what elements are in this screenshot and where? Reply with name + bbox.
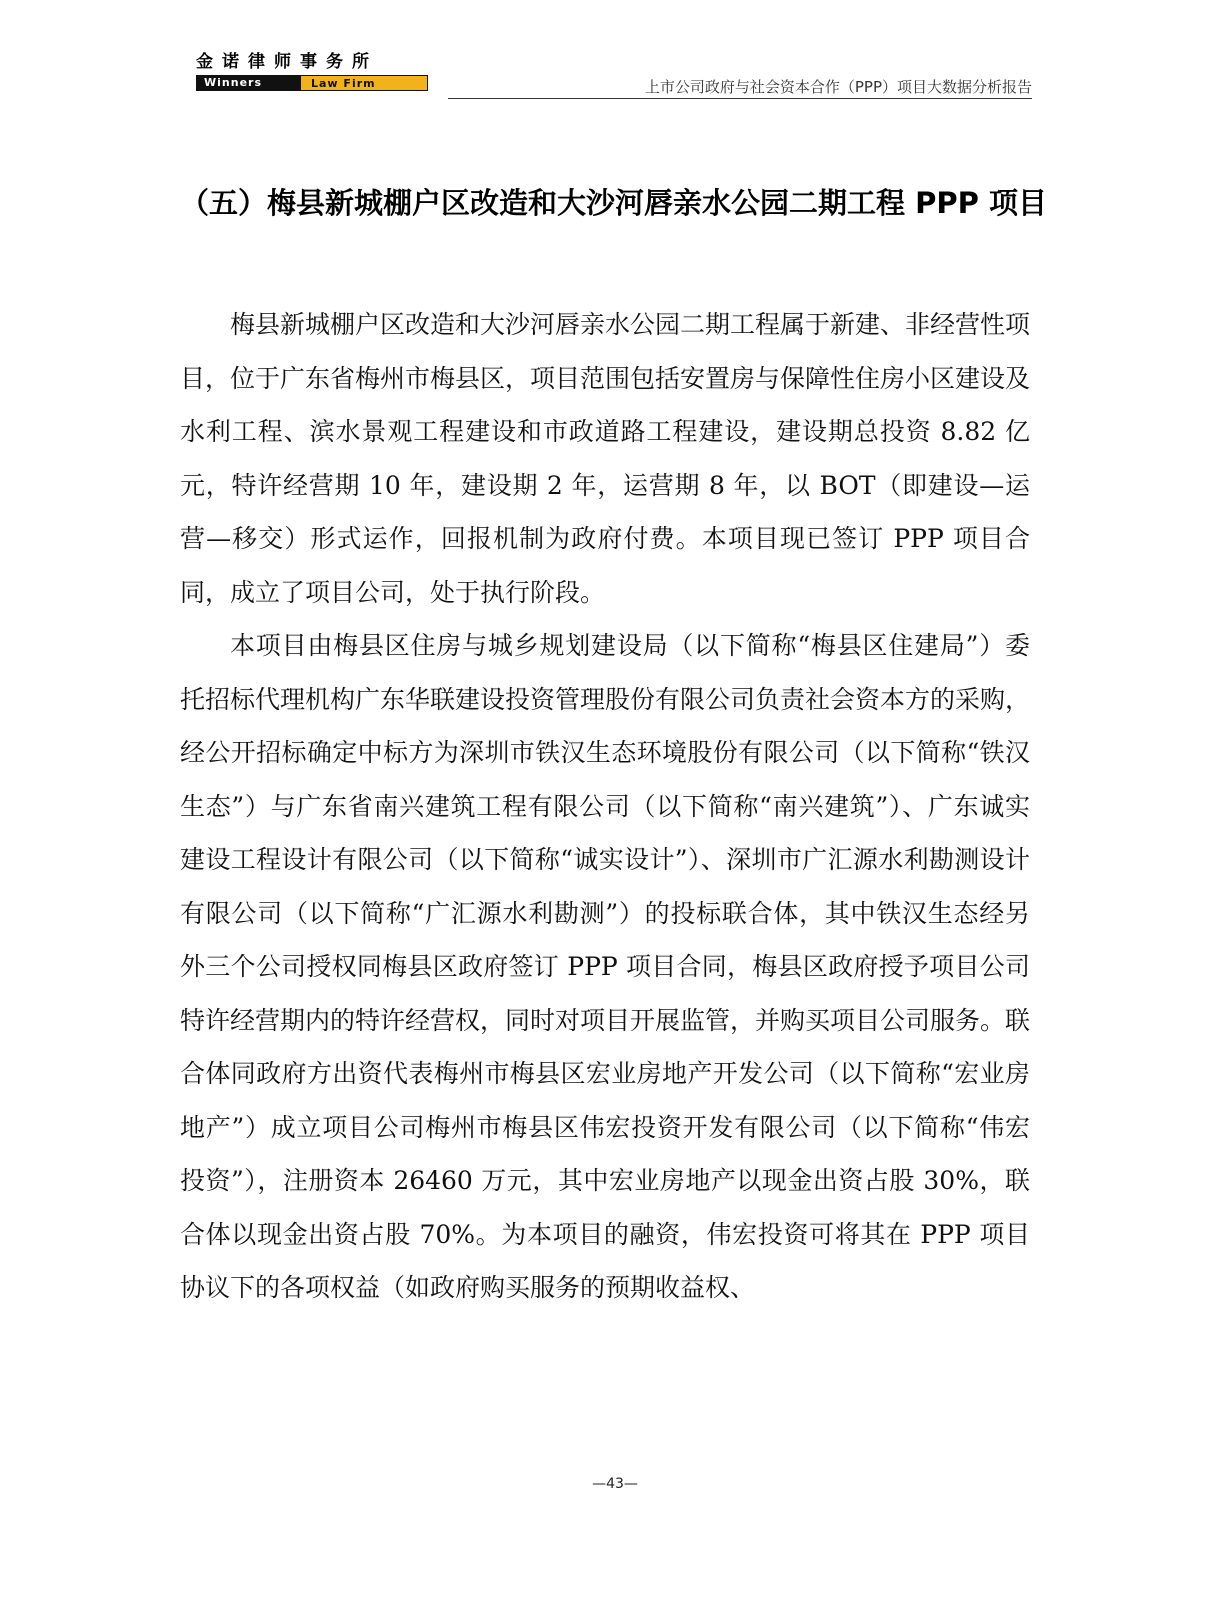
paragraph-procurement-structure: 本项目由梅县区住房与城乡规划建设局（以下简称“梅县区住建局”）委托招标代理机构广东华联建设投资管理股份有限公司负责社会资本方的采购，经公开招标确定中标方为深圳市铁汉生态环境股份有限公司（以下简称“铁汉生态”）与广东省南兴建筑工程有限公司（以下简称“南兴建筑”）、广东诚实建设工程设计有限公司（以下简称“诚实设计”）、深圳市广汇源水利勘测设计有限公司（以下简称“广汇源水利勘测”）的投标联合体，其中铁汉生态经另外三个公司授权同梅县区政府签订 PPP 项目合同，梅县区政府授予项目公司特许经营期内的特许经营权，同时对项目开展监管，并购买项目公司服务。联合体同政府方出资代表梅州市梅县区宏业房地产开发公司（以下简称“宏业房地产”）成立项目公司梅州市梅县区伟宏投资开发有限公司（以下简称“伟宏投资”），注册资本 26460 万元，其中宏业房地产以现金出资占股 30%，联合体以现金出资占股 70%。为本项目的融资，伟宏投资可将其在 PPP 项目协议下的各项权益（如政府购买服务的预期收益权、 xyxy=(180,631,1031,1302)
header-divider xyxy=(448,98,1032,99)
logo-chinese-name: 金诺律师事务所 xyxy=(196,52,378,72)
logo-english-bar xyxy=(196,75,428,91)
page-header xyxy=(196,52,1032,102)
law-firm-logo xyxy=(196,52,432,91)
body-text xyxy=(180,298,1030,1315)
section-heading: （五）梅县新城棚户区改造和大沙河唇亲水公园二期工程 PPP 项目 xyxy=(180,186,1047,221)
running-header-title: 上市公司政府与社会资本合作（PPP）项目大数据分析报告 xyxy=(644,78,1032,96)
page-number: —43— xyxy=(592,1476,638,1492)
paragraph-project-overview: 梅县新城棚户区改造和大沙河唇亲水公园二期工程属于新建、非经营性项目，位于广东省梅州市梅县区，项目范围包括安置房与保障性住房小区建设及水利工程、滨水景观工程建设和市政道路工程建设，建设期总投资 8.82 亿元，特许经营期 10 年，建设期 2 年，运营期 8 年，以 BOT（即建设—运营—移交）形式运作，回报机制为政府付费。本项目现已签订 PPP 项目合同，成立了项目公司，处于执行阶段。 xyxy=(180,310,1031,607)
logo-english-law-firm: Law Firm xyxy=(300,75,428,91)
logo-english-winners: Winners xyxy=(196,75,300,91)
